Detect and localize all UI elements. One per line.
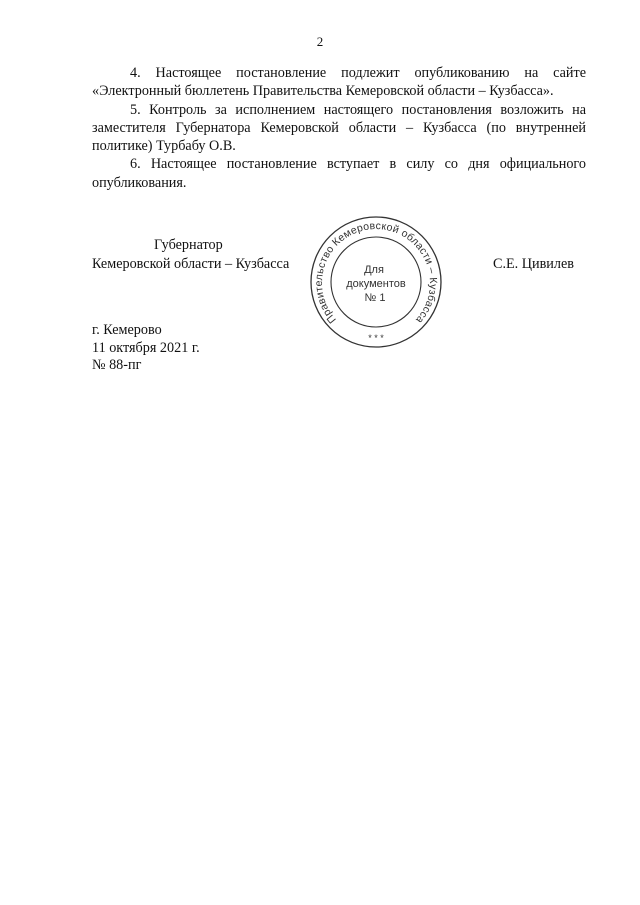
seal-center-line2: документов: [346, 278, 406, 290]
seal-center-line1: Для: [364, 264, 384, 276]
paragraph-effective: 6. Настоящее постановление вступает в силу со дня официального опубликования.: [92, 156, 586, 191]
paragraph-publication: 4. Настоящее постановление подлежит опубликованию на сайте «Электронный бюллетень Правительства Кемеровской области – Кузбасса».: [92, 65, 586, 100]
seal-stars: * * *: [368, 333, 384, 343]
place-date-block: [92, 322, 200, 375]
signature-title: Губернатор: [154, 237, 223, 253]
signer-name: С.Е. Цивилев: [493, 256, 574, 272]
seal-ring-text-path: Правительство Кемеровской области – Кузбасса: [312, 219, 440, 326]
document-date: 11 октября 2021 г.: [92, 339, 200, 356]
paragraph-control: 5. Контроль за исполнением настоящего постановления возложить на заместителя Губернатора Кемеровской области – Кузбасса (по внутренней политике) Турбабу О.В.: [92, 101, 586, 155]
seal-center-line3: № 1: [364, 292, 386, 304]
official-seal-stamp: [309, 215, 443, 349]
document-number: № 88-пг: [92, 357, 142, 373]
page-number: 2: [316, 34, 324, 49]
document-body: [92, 64, 586, 192]
signature-region: Кемеровской области – Кузбасса: [92, 256, 290, 272]
document-city: г. Кемерово: [92, 322, 162, 338]
